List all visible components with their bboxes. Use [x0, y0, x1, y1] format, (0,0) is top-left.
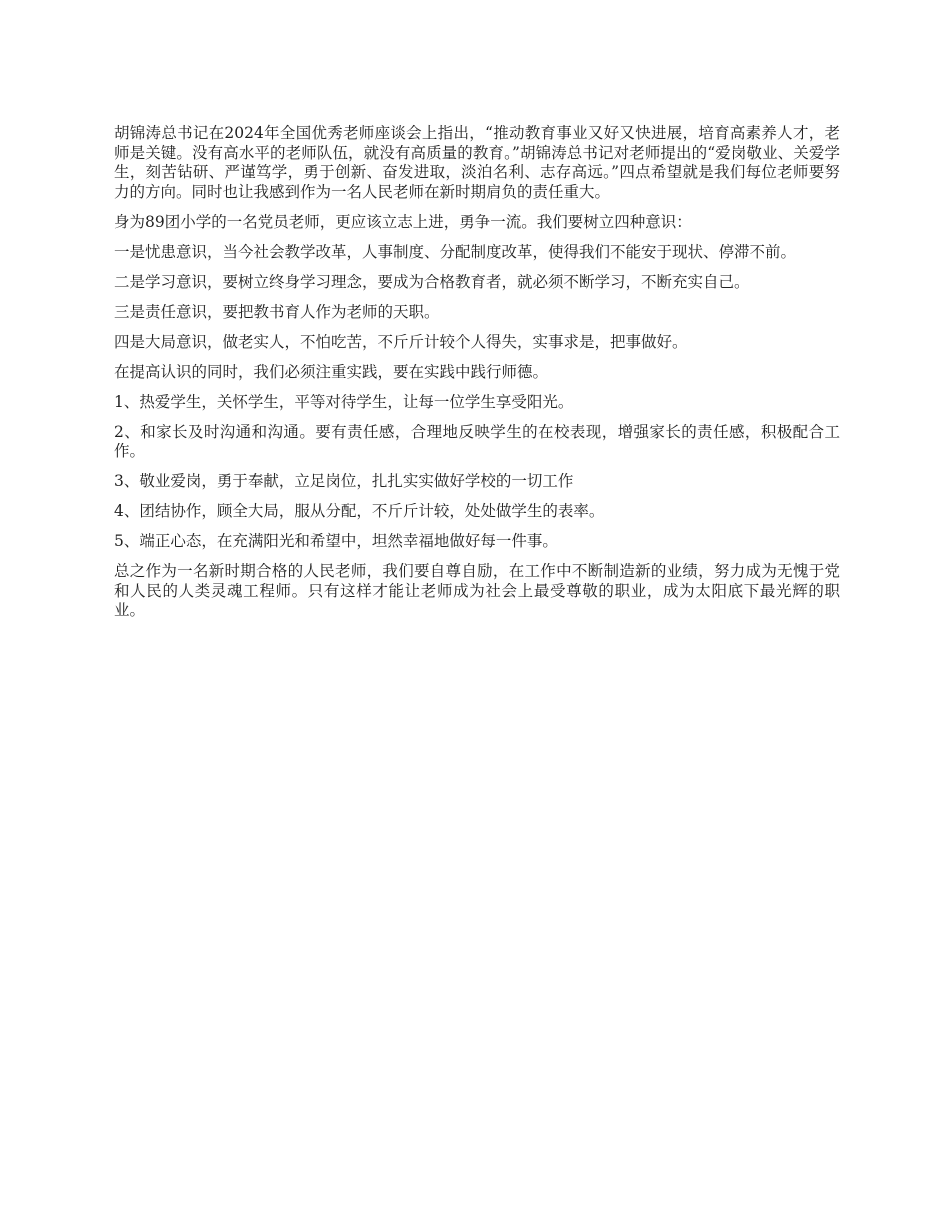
paragraph-four-awareness: 身为89团小学的一名党员老师，更应该立志上进，勇争一流。我们要树立四种意识： [114, 212, 692, 231]
paragraph-awareness-2: 二是学习意识，要树立终身学习理念，要成为合格教育者，就必须不断学习，不断充实自己。 [114, 272, 750, 291]
list-item-4: 4、团结协作，顾全大局，服从分配，不斤斤计较，处处做学生的表率。 [114, 502, 605, 520]
paragraph-conclusion: 总之作为一名新时期合格的人民老师，我们要自尊自励，在工作中不断制造新的业绩，努力成为无愧于党和人民的人类灵魂工程师。只有这样才能让老师成为社会上最受尊敬的职业，成为太阳底下最光辉的职业。 [114, 562, 840, 619]
list-item-3: 3、敬业爱岗，勇于奉献，立足岗位，扎扎实实做好学校的一切工作 [114, 472, 574, 490]
paragraph-awareness-1: 一是忧患意识，当今社会教学改革，人事制度、分配制度改革，使得我们不能安于现状、停滞不前。 [114, 242, 797, 261]
paragraph-awareness-3: 三是责任意识，要把教书育人作为老师的天职。 [114, 302, 440, 321]
list-item-2: 2、和家长及时沟通和沟通。要有责任感，合理地反映学生的在校表现，增强家长的责任感，积极配合工作。 [114, 422, 840, 460]
list-item-5: 5、端正心态，在充满阳光和希望中，坦然幸福地做好每一件事。 [114, 532, 558, 550]
paragraph-intro: 胡锦涛总书记在2024年全国优秀老师座谈会上指出，“推动教育事业又好又快进展，培育高素养人才，老师是关键。没有高水平的老师队伍，就没有高质量的教育。”胡锦涛总书记对老师提出的“爱岗敬业、关爱学生，刻苦钻研、严谨笃学，勇于创新、奋发进取，淡泊名利、志存高远。”四点希望就是我们每位老师要努力的方向。同时也让我感到作为一名人民老师在新时期肩负的责任重大。 [114, 124, 840, 201]
paragraph-practice: 在提高认识的同时，我们必须注重实践，要在实践中践行师德。 [114, 362, 549, 381]
document-body [114, 124, 840, 631]
list-item-1: 1、热爱学生，关怀学生，平等对待学生，让每一位学生享受阳光。 [114, 392, 574, 411]
paragraph-awareness-4: 四是大局意识，做老实人，不怕吃苦，不斤斤计较个人得失，实事求是，把事做好。 [114, 332, 688, 351]
